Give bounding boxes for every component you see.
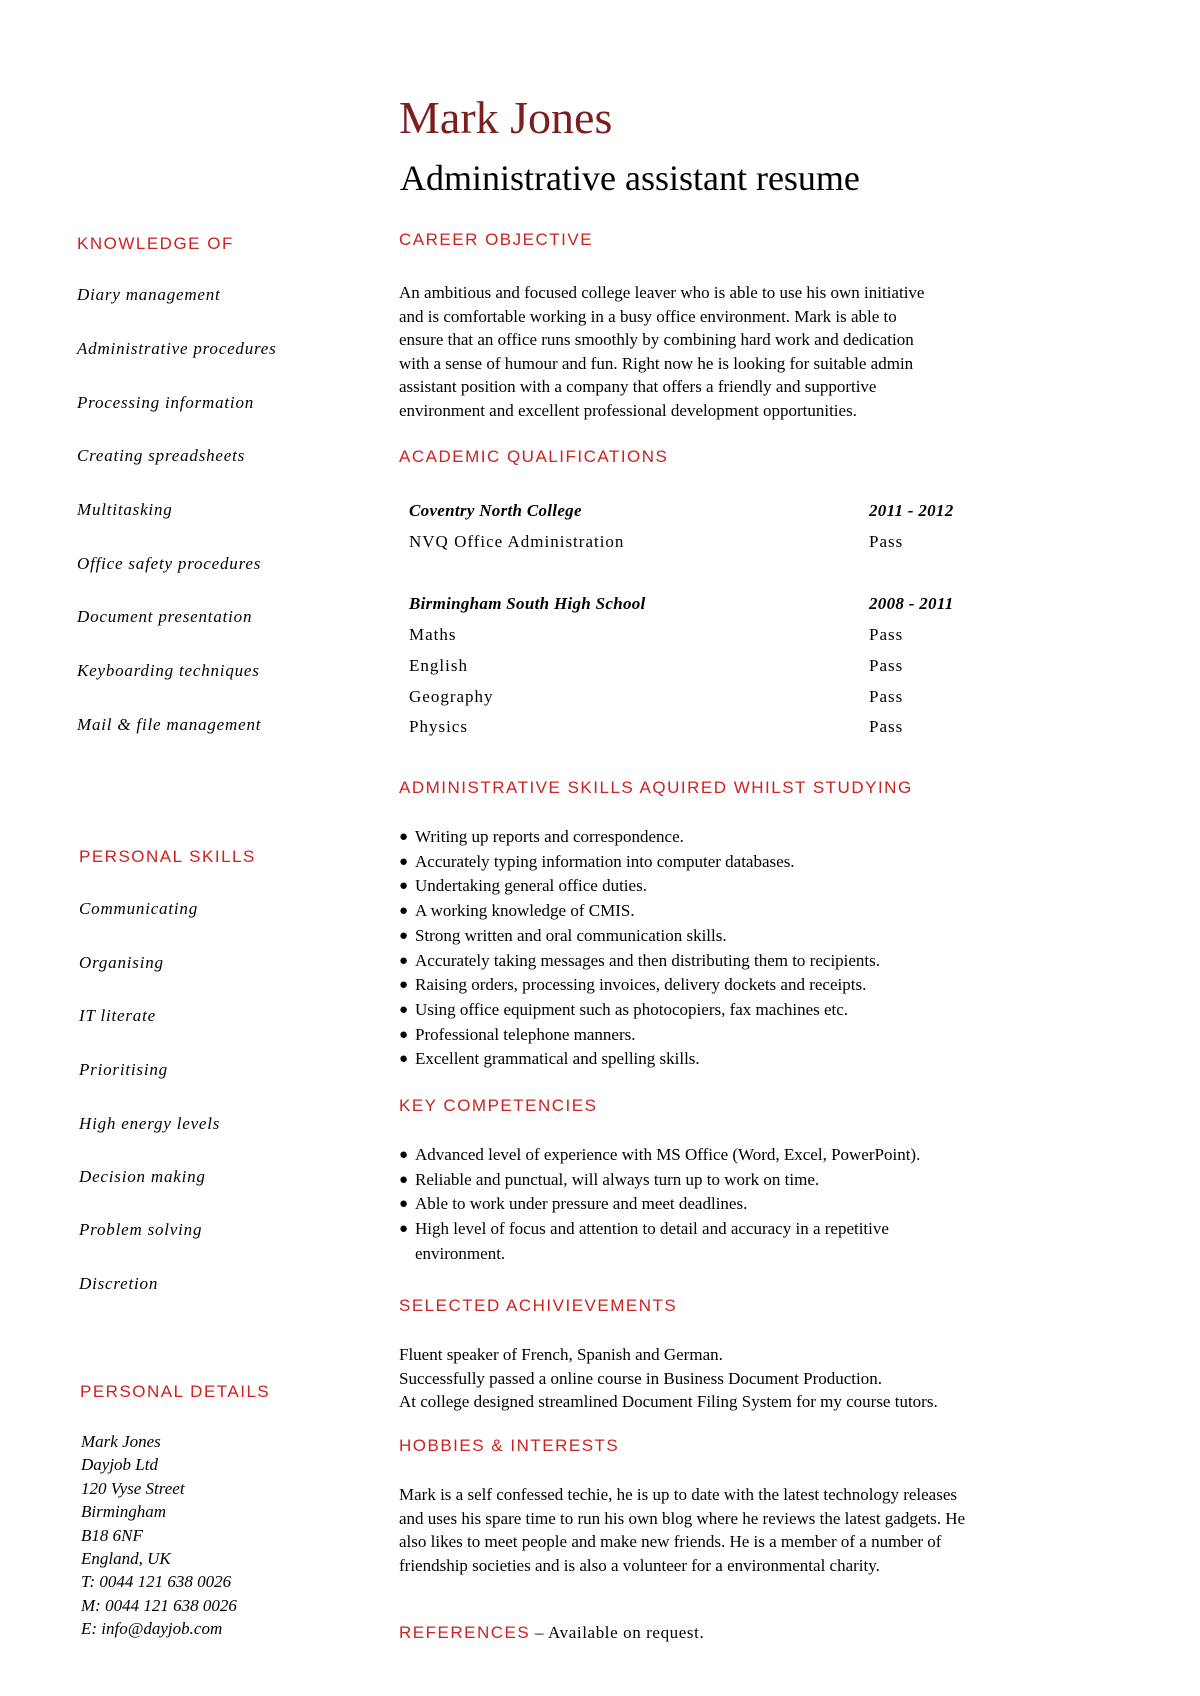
achievement-line: At college designed streamlined Document Filing System for my course tutors. (399, 1392, 938, 1411)
objective-line: assistant position with a company that offers a friendly and supportive (399, 377, 877, 396)
knowledge-item: Document presentation (77, 607, 253, 626)
admin-skills-heading: ADMINISTRATIVE SKILLS AQUIRED WHILST STUDYING (399, 778, 913, 797)
list-item: ● Raising orders, processing invoices, delivery dockets and receipts. (399, 973, 880, 998)
detail-name: Mark Jones (81, 1432, 161, 1451)
list-item: ● Advanced level of experience with MS Office (Word, Excel, PowerPoint). (399, 1143, 920, 1168)
detail-telephone: T: 0044 121 638 0026 (81, 1572, 232, 1592)
bullet-icon: ● (399, 1001, 409, 1018)
knowledge-heading: KNOWLEDGE OF (77, 234, 234, 253)
bullet-icon: ● (399, 1147, 409, 1163)
bullet-icon: ● (399, 952, 409, 969)
skill-item: IT literate (79, 1006, 156, 1025)
list-item-continuation: environment. (415, 1243, 506, 1263)
institution-name: Coventry North College (409, 501, 582, 520)
hobbies-heading: HOBBIES & INTERESTS (399, 1436, 620, 1455)
objective-line: environment and excellent professional development opportunities. (399, 400, 857, 420)
achievement-line: Fluent speaker of French, Spanish and German. (399, 1345, 723, 1364)
detail-email: E: info@dayjob.com (81, 1619, 223, 1639)
list-item: ● Undertaking general office duties. (399, 874, 880, 899)
bullet-icon: ● (399, 977, 409, 994)
competencies-list (399, 1143, 920, 1267)
bullet-icon: ● (399, 853, 409, 870)
detail-country: England, UK (81, 1549, 171, 1569)
bullet-icon: ● (399, 1221, 409, 1238)
list-item: ● Writing up reports and correspondence. (399, 825, 880, 850)
qualification-result: Pass (869, 656, 904, 675)
qualification-result: Pass (869, 717, 904, 736)
bullet-icon: ● (399, 1196, 409, 1213)
hobbies-line: Mark is a self confessed techie, he is up to date with the latest technology releases (399, 1485, 957, 1504)
qualification-result: Pass (869, 687, 904, 706)
career-objective-heading: CAREER OBJECTIVE (399, 230, 594, 249)
bullet-icon: ● (399, 1026, 409, 1043)
references-heading: REFERENCES (399, 1623, 531, 1642)
achievements-text (399, 1343, 938, 1414)
skill-item: Organising (79, 953, 164, 972)
list-item: ● Accurately typing information into computer databases. (399, 850, 880, 875)
qualification-subject: Maths (409, 625, 457, 644)
bullet-icon: ● (399, 1051, 409, 1068)
knowledge-item: Keyboarding techniques (77, 661, 260, 680)
career-objective-text (399, 281, 924, 422)
list-item: ● A working knowledge of CMIS. (399, 899, 880, 924)
bullet-icon: ● (399, 1171, 409, 1188)
objective-line: with a sense of humour and fun. Right now he is looking for suitable admin (399, 353, 914, 373)
references-text: – Available on request. (530, 1623, 705, 1642)
objective-line: and is comfortable working in a busy office environment. Mark is able to (399, 306, 897, 326)
skill-item: Problem solving (79, 1220, 203, 1239)
academic-heading: ACADEMIC QUALIFICATIONS (399, 447, 669, 466)
skill-item: Prioritising (79, 1060, 168, 1079)
knowledge-item: Multitasking (77, 500, 173, 519)
personal-details-heading: PERSONAL DETAILS (80, 1382, 271, 1401)
detail-street: 120 Vyse Street (81, 1478, 185, 1498)
detail-city: Birmingham (81, 1502, 166, 1522)
institution-name: Birmingham South High School (409, 594, 646, 613)
knowledge-item: Diary management (77, 285, 221, 304)
skill-item: Discretion (79, 1274, 159, 1293)
personal-details-block (81, 1430, 237, 1641)
hobbies-text (399, 1483, 965, 1577)
achievements-heading: SELECTED ACHIVIEVEMENTS (399, 1296, 678, 1315)
bullet-icon: ● (399, 829, 409, 845)
list-item: ● Professional telephone manners. (399, 1023, 880, 1048)
qualification-result: Pass (869, 625, 904, 644)
list-item: ● Strong written and oral communication skills. (399, 924, 880, 949)
personal-skills-heading: PERSONAL SKILLS (79, 847, 256, 866)
skill-item: High energy levels (79, 1114, 221, 1133)
knowledge-item: Mail & file management (77, 715, 262, 734)
achievement-line: Successfully passed a online course in Business Document Production. (399, 1368, 883, 1388)
qualification-subject: Physics (409, 717, 468, 736)
skill-item: Decision making (79, 1167, 206, 1186)
resume-name: Mark Jones (399, 92, 613, 143)
bullet-icon: ● (399, 927, 409, 944)
references-line (399, 1621, 704, 1645)
list-item: ● Excellent grammatical and spelling skills. (399, 1047, 880, 1072)
qualification-subject: Geography (409, 687, 494, 706)
knowledge-item: Processing information (77, 393, 255, 412)
hobbies-line: and uses his spare time to run his own blog where he reviews the latest gadgets. He (399, 1508, 966, 1528)
objective-line: An ambitious and focused college leaver who is able to use his own initiative (399, 283, 925, 302)
admin-skills-list (399, 825, 880, 1072)
list-item: ● Accurately taking messages and then distributing them to recipients. (399, 949, 880, 974)
detail-mobile: M: 0044 121 638 0026 (81, 1595, 237, 1615)
bullet-icon: ● (399, 878, 409, 895)
qualification-subject: English (409, 656, 468, 675)
objective-line: ensure that an office runs smoothly by combining hard work and dedication (399, 330, 914, 349)
skill-item: Communicating (79, 899, 199, 918)
list-item: ● High level of focus and attention to detail and accuracy in a repetitive (399, 1217, 920, 1242)
institution-years: 2008 - 2011 (869, 594, 954, 613)
hobbies-line: also likes to meet people and make new friends. He is a member of a number of (399, 1532, 942, 1551)
list-item: ● Using office equipment such as photocopiers, fax machines etc. (399, 998, 880, 1023)
competencies-heading: KEY COMPETENCIES (399, 1096, 598, 1115)
detail-company: Dayjob Ltd (81, 1455, 158, 1475)
list-item: ● Reliable and punctual, will always turn up to work on time. (399, 1168, 920, 1193)
resume-subtitle: Administrative assistant resume (400, 158, 860, 198)
qualification-subject: NVQ Office Administration (409, 532, 625, 551)
qualification-result: Pass (869, 532, 904, 551)
bullet-icon: ● (399, 903, 409, 920)
hobbies-line: friendship societies and is also a volunteer for a environmental charity. (399, 1555, 880, 1575)
knowledge-item: Office safety procedures (77, 554, 262, 573)
institution-years: 2011 - 2012 (869, 501, 954, 520)
knowledge-item: Administrative procedures (77, 339, 277, 358)
list-item: ● Able to work under pressure and meet deadlines. (399, 1192, 920, 1217)
knowledge-item: Creating spreadsheets (77, 446, 246, 465)
detail-postcode: B18 6NF (81, 1525, 143, 1545)
